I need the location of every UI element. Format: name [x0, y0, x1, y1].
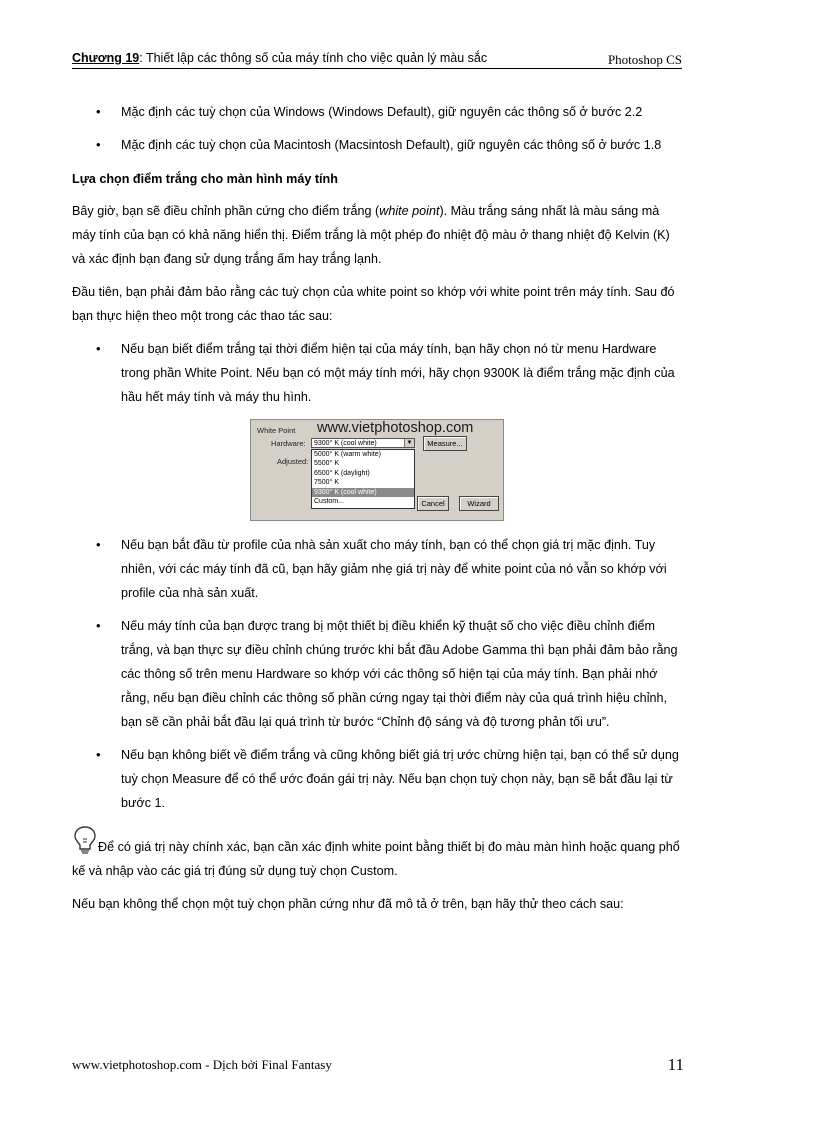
- page-footer: [72, 1057, 684, 1077]
- section-heading: Lựa chọn điểm trắng cho màn hình máy tính: [72, 172, 338, 186]
- chapter-title: [72, 51, 487, 65]
- wizard-button[interactable]: Wizard: [459, 496, 499, 511]
- page-number: 11: [667, 1055, 684, 1074]
- list-item: • Mặc định các tuỳ chọn của Windows (Windows Default), giữ nguyên các thông số ở bước 2.2: [72, 100, 686, 124]
- chevron-down-icon[interactable]: ▼: [404, 439, 414, 447]
- paragraph-italic: white point: [379, 204, 440, 218]
- tip-paragraph: [72, 825, 686, 883]
- watermark: www.vietphotoshop.com: [317, 420, 474, 436]
- paragraph-white-point: [72, 199, 686, 271]
- footer-site: www.vietphotoshop.com - Dịch bởi Final Fantasy: [72, 1057, 332, 1072]
- option-item[interactable]: 5000° K (warm white): [314, 451, 381, 458]
- list-item: • Mặc định các tuỳ chọn của Macintosh (Macsintosh Default), giữ nguyên các thông số ở bước 1.8: [72, 133, 686, 157]
- list-item: • Nếu máy tính của bạn được trang bị một thiết bị điều khiển kỹ thuật số cho việc điều chỉnh điểm trắng, và bạn thực sự điều chỉnh chúng trước khi bắt đầu Adobe Gamma thì bạn phải đảm bảo rằng các thông số trên menu Hardware so khớp với các thông số hiện tại của máy tính. Bạn phải nhớ rằng, nếu bạn điều chỉnh các thông số phần cứng ngay tại thời điểm này của quá trình hiệu chỉnh, bạn sẽ cần phải bắt đầu lại quá trình từ bước “Chỉnh độ sáng và độ tương phản tối ưu”.: [72, 614, 686, 734]
- lightbulb-icon: [72, 825, 98, 855]
- chapter-label: Chương 19: [72, 51, 140, 65]
- cancel-button[interactable]: Cancel: [417, 496, 449, 511]
- hardware-select-value: 9300° K (cool white): [314, 440, 377, 447]
- list-item: • Nếu bạn biết điểm trắng tại thời điểm hiện tại của máy tính, bạn hãy chọn nó từ menu Hardware trong phần White Point. Nếu bạn có một máy tính mới, hãy chọn 9300K là điểm trắng mặc định của hầu hết máy tính và máy thu hình.: [72, 337, 686, 409]
- option-item[interactable]: Custom...: [314, 498, 344, 506]
- paragraph-text: Bây giờ, bạn sẽ điều chỉnh phần cứng cho điểm trắng (: [72, 204, 380, 218]
- adjusted-label: Adjusted:: [277, 457, 309, 466]
- white-point-dialog-screenshot: [250, 419, 504, 521]
- paragraph-final: Nếu bạn không thể chọn một tuỳ chọn phần cứng như đã mô tả ở trên, bạn hãy thử theo cách sau:: [72, 897, 624, 911]
- bullet-list-defaults: [72, 100, 686, 157]
- option-item[interactable]: 5500° K: [314, 460, 339, 468]
- measure-button[interactable]: Measure...: [423, 436, 467, 451]
- page-body: [72, 100, 686, 925]
- paragraph-text: ). Màu trắng sáng nhất là màu sáng mà máy tính của bạn có khả năng hiển thị. Điểm trắng là một phép đo nhiệt độ màu ở thang nhiệt độ Kelvin (K) và xác định bạn đang sử dụng trắng ấm hay trắng lạnh.: [72, 204, 670, 266]
- bullet-list-options: [72, 533, 686, 815]
- hardware-select[interactable]: [311, 438, 415, 448]
- paragraph-instructions: Đầu tiên, bạn phải đảm bảo rằng các tuỳ chọn của white point so khớp với white point trên máy tính. Sau đó bạn thực hiện theo một trong các thao tác sau:: [72, 285, 675, 323]
- product-name: Photoshop CS: [607, 52, 682, 67]
- option-item-selected[interactable]: 9300° K (cool white): [312, 488, 414, 497]
- page-header: [72, 50, 682, 69]
- tip-text: Để có giá trị này chính xác, bạn cần xác định white point bằng thiết bị đo màu màn hình hoặc quang phổ kế và nhập vào các giá trị đúng sử dụng tuỳ chọn Custom.: [72, 840, 680, 878]
- hardware-options-list[interactable]: [311, 449, 415, 509]
- list-item: • Nếu bạn bắt đầu từ profile của nhà sản xuất cho máy tính, bạn có thể chọn giá trị mặc định. Tuy nhiên, với các máy tính đã cũ, bạn hãy giảm nhẹ giá trị này để white point của nó vẫn so khớp với profile của nhà sản xuất.: [72, 533, 686, 605]
- chapter-title-text: : Thiết lập các thông số của máy tính cho việc quản lý màu sắc: [139, 51, 488, 65]
- list-item: • Nếu bạn không biết về điểm trắng và cũng không biết giá trị ước chừng hiện tại, bạn có thể sử dụng tuỳ chọn Measure để có thể ước đoán gái trị này. Nếu bạn chọn tuỳ chọn này, bạn sẽ bắt đầu lại từ bước 1.: [72, 743, 686, 815]
- bullet-list-hardware: [72, 337, 686, 409]
- option-item[interactable]: 7500° K: [314, 479, 339, 487]
- hardware-label: Hardware:: [271, 439, 306, 448]
- white-point-group-label: White Point: [257, 426, 296, 435]
- option-item[interactable]: 6500° K (daylight): [314, 469, 370, 477]
